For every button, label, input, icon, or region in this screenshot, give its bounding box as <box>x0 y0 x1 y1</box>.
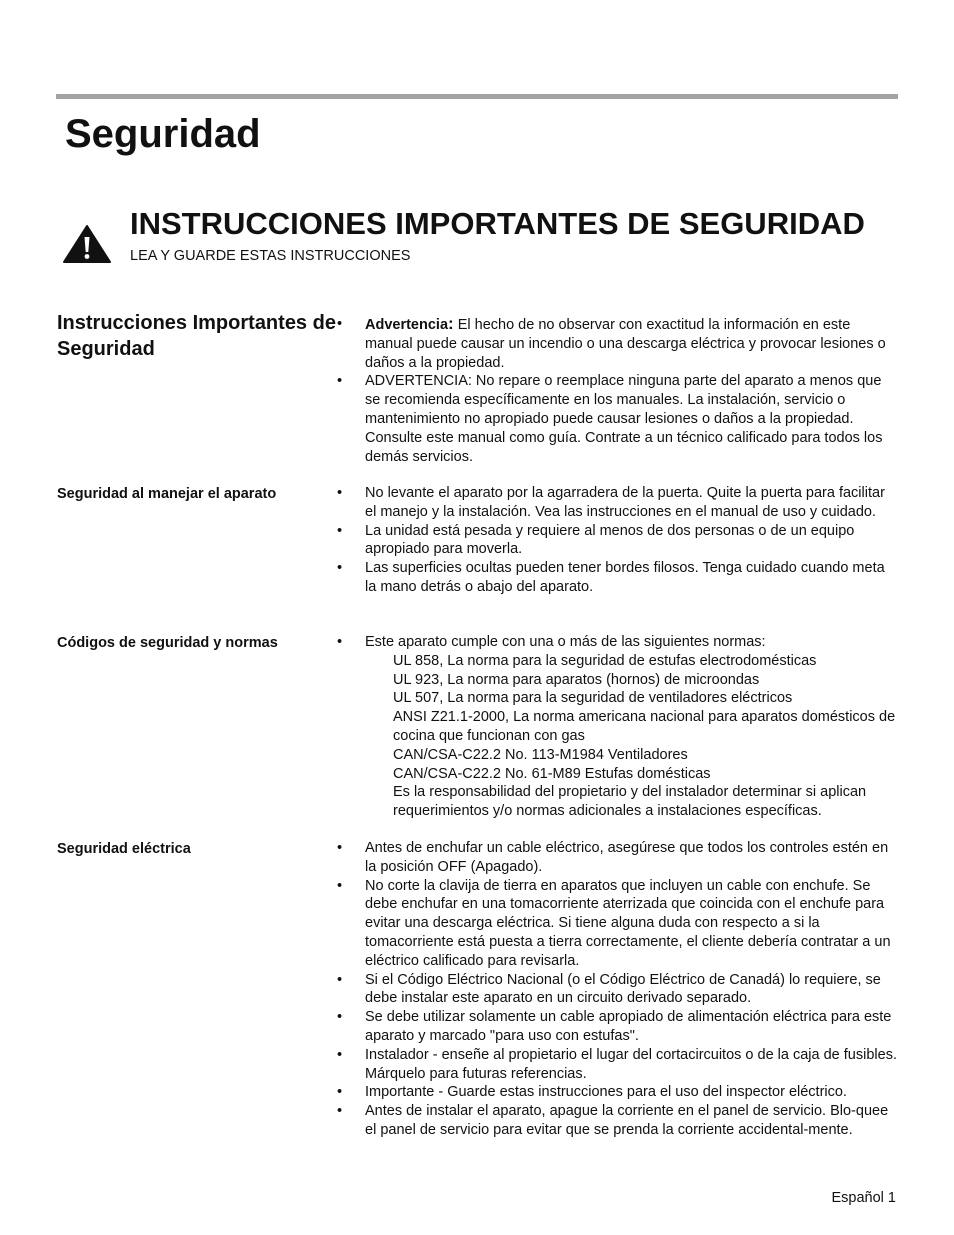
page-footer: Español 1 <box>831 1190 896 1206</box>
section-list-instrucciones <box>337 315 899 466</box>
list-item: • Si el Código Eléctrico Nacional (o el Código Eléctrico de Canadá) lo requiere, se debe instalar este aparato en un circuito derivado separado. <box>337 971 881 1007</box>
list-item: • ADVERTENCIA: No repare o reemplace ninguna parte del aparato a menos que se recomienda específicamente en los manuales. La instalación, servicio o mantenimiento no apropiado puede causar lesiones o daños a la propiedad. Consulte este manual como guía. Contrate a un técnico calificado para todos los demás servicios. <box>337 373 883 465</box>
standard-item: UL 923, La norma para aparatos (hornos) de microondas <box>393 671 760 688</box>
section-list-codigos <box>337 633 899 821</box>
list-item: • La unidad está pesada y requiere al menos de dos personas o de un equipo apropiado para moverla. <box>337 522 855 558</box>
header-rule <box>56 94 898 99</box>
warning-triangle-icon <box>62 224 112 264</box>
section-heading-electrica: Seguridad eléctrica <box>57 841 191 857</box>
banner-title: INSTRUCCIONES IMPORTANTES DE SEGURIDAD <box>130 206 865 241</box>
section-heading-manejo: Seguridad al manejar el aparato <box>57 486 277 502</box>
list-item: • Importante - Guarde estas instrucciones para el uso del inspector eléctrico. <box>337 1084 847 1101</box>
list-item: • Instalador - enseñe al propietario el lugar del cortacircuitos o de la caja de fusibles. Márquelo para futuras referencias. <box>337 1046 897 1082</box>
list-item: • Advertencia: El hecho de no observar con exactitud la información en este manual puede causar un incendio o una descarga eléctrica y provocar lesiones o daños a la propiedad. <box>337 314 886 371</box>
section-list-electrica <box>337 839 899 1140</box>
list-item: • Se debe utilizar solamente un cable apropiado de alimentación eléctrica para este aparato y marcado "para uso con estufas". <box>337 1009 892 1044</box>
standard-item: ANSI Z21.1-2000, La norma americana nacional para aparatos domésticos de cocina que funcionan con gas <box>393 709 896 744</box>
list-item: • Antes de instalar el aparato, apague la corriente en el panel de servicio. Blo-quee el panel de servicio para evitar que se prenda la corriente accidental-mente. <box>337 1103 889 1138</box>
list-item: • Este aparato cumple con una o más de las siguientes normas: UL 858, La norma para la seguridad de estufas electrodomésticas UL 923, La norma para aparatos (hornos) de microondas UL 507, La norma para la seguridad de ventiladores eléctricos ANSI Z21.1-2000, La norma americana nacional para aparatos domésticos de cocina que funcionan con gas CAN/CSA-C22.2 No. 113-M1984 Ventiladores CAN/CSA-C22.2 No. 61-M89 Estufas domésticas Es la responsabilidad del propietario y del instalador determinar si aplican requerimientos y/o normas adicionales a instalaciones específicas. <box>337 633 899 821</box>
list-item: • No corte la clavija de tierra en aparatos que incluyen un cable con enchufe. Se debe enchufar en una tomacorriente aterrizada que coincida con el enchufe para evitar una descarga eléctrica. Si tiene alguna duda con respecto a si la tomacorriente está puesta a tierra correctamente, el cliente debería contratar a un eléctrico calificado para revisarla. <box>337 877 891 969</box>
list-item: • No levante el aparato por la agarradera de la puerta. Quite la puerta para facilitar el manejo y la instalación. Vea las instrucciones en el manual de uso y cuidado. <box>337 485 885 520</box>
standard-item: CAN/CSA-C22.2 No. 113-M1984 Ventiladores <box>393 746 688 763</box>
section-heading-codigos: Códigos de seguridad y normas <box>57 635 278 651</box>
page-title: Seguridad <box>65 112 261 156</box>
standard-item: UL 507, La norma para la seguridad de ventiladores eléctricos <box>393 690 793 707</box>
standard-item: Es la responsabilidad del propietario y del instalador determinar si aplican requerimientos y/o normas adicionales a instalaciones específicas. <box>393 784 867 820</box>
list-item: • Antes de enchufar un cable eléctrico, asegúrese que todos los controles estén en la posición OFF (Apagado). <box>337 840 889 875</box>
standard-item: CAN/CSA-C22.2 No. 61-M89 Estufas domésticas <box>393 765 711 782</box>
section-list-manejo <box>337 484 899 597</box>
list-item: • Las superficies ocultas pueden tener bordes filosos. Tenga cuidado cuando meta la mano detrás o abajo del aparato. <box>337 560 885 595</box>
banner-subtitle: LEA Y GUARDE ESTAS INSTRUCCIONES <box>130 248 411 264</box>
standard-item: UL 858, La norma para la seguridad de estufas electrodomésticas <box>393 652 817 669</box>
section-heading-instrucciones: Instrucciones Importantes de Seguridad <box>57 312 336 360</box>
